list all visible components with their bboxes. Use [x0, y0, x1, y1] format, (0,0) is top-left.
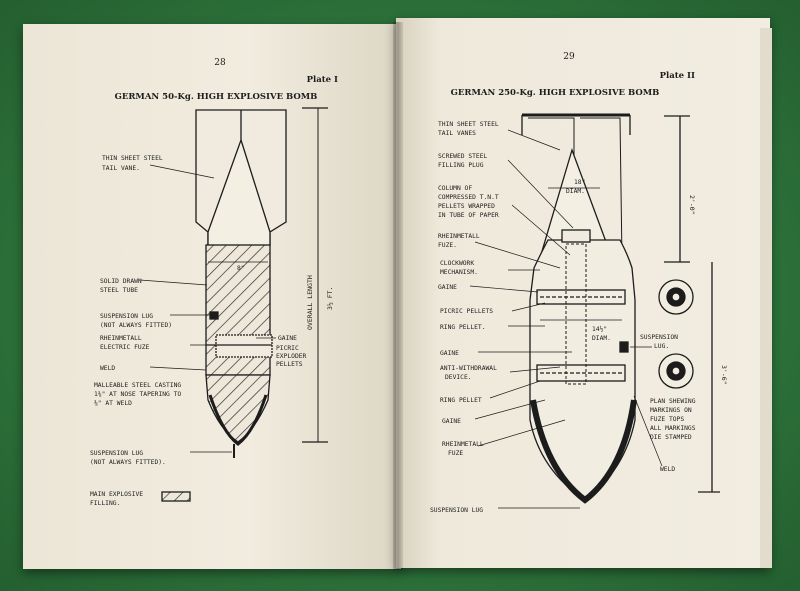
- svg-text:FILLING.: FILLING.: [90, 500, 121, 507]
- svg-text:IN TUBE OF PAPER: IN TUBE OF PAPER: [438, 212, 499, 219]
- svg-text:1⅜" AT NOSE TAPERING TO: 1⅜" AT NOSE TAPERING TO: [94, 391, 182, 398]
- left-plate-label: Plate I: [306, 75, 338, 85]
- svg-text:RHEINMETALL: RHEINMETALL: [438, 233, 480, 240]
- svg-text:3½ FT.: 3½ FT.: [326, 286, 334, 310]
- svg-text:GAINE: GAINE: [440, 350, 459, 357]
- svg-text:GAINE: GAINE: [438, 284, 457, 291]
- svg-text:SUSPENSION LUG: SUSPENSION LUG: [90, 450, 144, 457]
- svg-text:COLUMN OF: COLUMN OF: [438, 185, 473, 192]
- svg-text:RHEINMETALL: RHEINMETALL: [442, 441, 484, 448]
- svg-text:MALLEABLE STEEL CASTING: MALLEABLE STEEL CASTING: [94, 382, 182, 389]
- svg-text:DIAM.: DIAM.: [592, 335, 611, 342]
- svg-text:FUZE.: FUZE.: [438, 242, 457, 249]
- svg-text:(NOT ALWAYS FITTED).: (NOT ALWAYS FITTED).: [90, 459, 166, 466]
- svg-text:MARKINGS ON: MARKINGS ON: [650, 407, 692, 414]
- svg-text:FILLING PLUG: FILLING PLUG: [438, 162, 484, 169]
- right-plate-label: Plate II: [659, 71, 695, 81]
- svg-text:PICRIC: PICRIC: [276, 345, 299, 352]
- svg-text:WELD: WELD: [100, 365, 116, 372]
- svg-text:RHEINMETALL: RHEINMETALL: [100, 335, 142, 342]
- svg-text:FUZE TOPS: FUZE TOPS: [650, 416, 685, 423]
- svg-text:WELD: WELD: [660, 466, 676, 473]
- svg-text:8": 8": [237, 265, 245, 272]
- svg-text:STEEL TUBE: STEEL TUBE: [100, 287, 138, 294]
- svg-text:DIAM.: DIAM.: [566, 188, 585, 195]
- svg-text:GAINE: GAINE: [442, 418, 461, 425]
- svg-text:SUSPENSION LUG: SUSPENSION LUG: [100, 313, 154, 320]
- svg-text:SUSPENSION LUG: SUSPENSION LUG: [430, 507, 484, 514]
- svg-text:GAINE: GAINE: [278, 335, 297, 342]
- svg-text:SUSPENSION: SUSPENSION: [640, 334, 678, 341]
- svg-text:MAIN EXPLOSIVE: MAIN EXPLOSIVE: [90, 491, 144, 498]
- svg-text:⅜" AT WELD: ⅜" AT WELD: [94, 400, 132, 407]
- right-page-number: 29: [563, 52, 575, 62]
- svg-text:ANTI-WITHDRAWAL: ANTI-WITHDRAWAL: [440, 365, 497, 372]
- svg-text:PICRIC PELLETS: PICRIC PELLETS: [440, 308, 494, 315]
- svg-text:PLAN SHEWING: PLAN SHEWING: [650, 398, 696, 405]
- svg-text:TAIL VANE.: TAIL VANE.: [102, 165, 140, 172]
- svg-text:(NOT ALWAYS FITTED): (NOT ALWAYS FITTED): [100, 322, 173, 329]
- left-page-number: 28: [214, 58, 226, 68]
- svg-text:CLOCKWORK: CLOCKWORK: [440, 260, 475, 267]
- svg-text:2'-0": 2'-0": [688, 195, 696, 215]
- right-title: GERMAN 250-Kg. HIGH EXPLOSIVE BOMB: [450, 88, 660, 98]
- svg-text:18": 18": [574, 179, 586, 186]
- svg-text:SOLID DRAWN: SOLID DRAWN: [100, 278, 142, 285]
- svg-text:PELLETS: PELLETS: [276, 361, 303, 368]
- svg-text:COMPRESSED T.N.T: COMPRESSED T.N.T: [438, 194, 499, 201]
- svg-text:SCREWED STEEL: SCREWED STEEL: [438, 153, 488, 160]
- svg-text:RING PELLET.: RING PELLET.: [440, 324, 486, 331]
- bomb-250kg-drawing: [470, 115, 720, 508]
- svg-text:DEVICE.: DEVICE.: [445, 374, 472, 381]
- svg-text:FUZE: FUZE: [448, 450, 464, 457]
- left-title: GERMAN 50-Kg. HIGH EXPLOSIVE BOMB: [114, 92, 318, 102]
- bomb-50kg-drawing: [140, 108, 328, 501]
- svg-text:3'-6": 3'-6": [720, 365, 728, 385]
- svg-text:THIN SHEET STEEL: THIN SHEET STEEL: [102, 155, 163, 162]
- svg-text:LUG.: LUG.: [654, 343, 670, 350]
- svg-text:14½": 14½": [592, 326, 608, 333]
- svg-text:TAIL VANES: TAIL VANES: [438, 130, 476, 137]
- svg-text:ELECTRIC FUZE: ELECTRIC FUZE: [100, 344, 150, 351]
- svg-text:EXPLODER: EXPLODER: [276, 353, 307, 360]
- svg-text:RING PELLET: RING PELLET: [440, 397, 482, 404]
- svg-text:OVERALL LENGTH: OVERALL LENGTH: [306, 275, 314, 330]
- svg-text:DIE STAMPED: DIE STAMPED: [650, 434, 692, 441]
- svg-text:MECHANISM.: MECHANISM.: [440, 269, 478, 276]
- svg-text:PELLETS WRAPPED: PELLETS WRAPPED: [438, 203, 495, 210]
- svg-text:ALL MARKINGS: ALL MARKINGS: [650, 425, 696, 432]
- svg-text:THIN SHEET STEEL: THIN SHEET STEEL: [438, 121, 499, 128]
